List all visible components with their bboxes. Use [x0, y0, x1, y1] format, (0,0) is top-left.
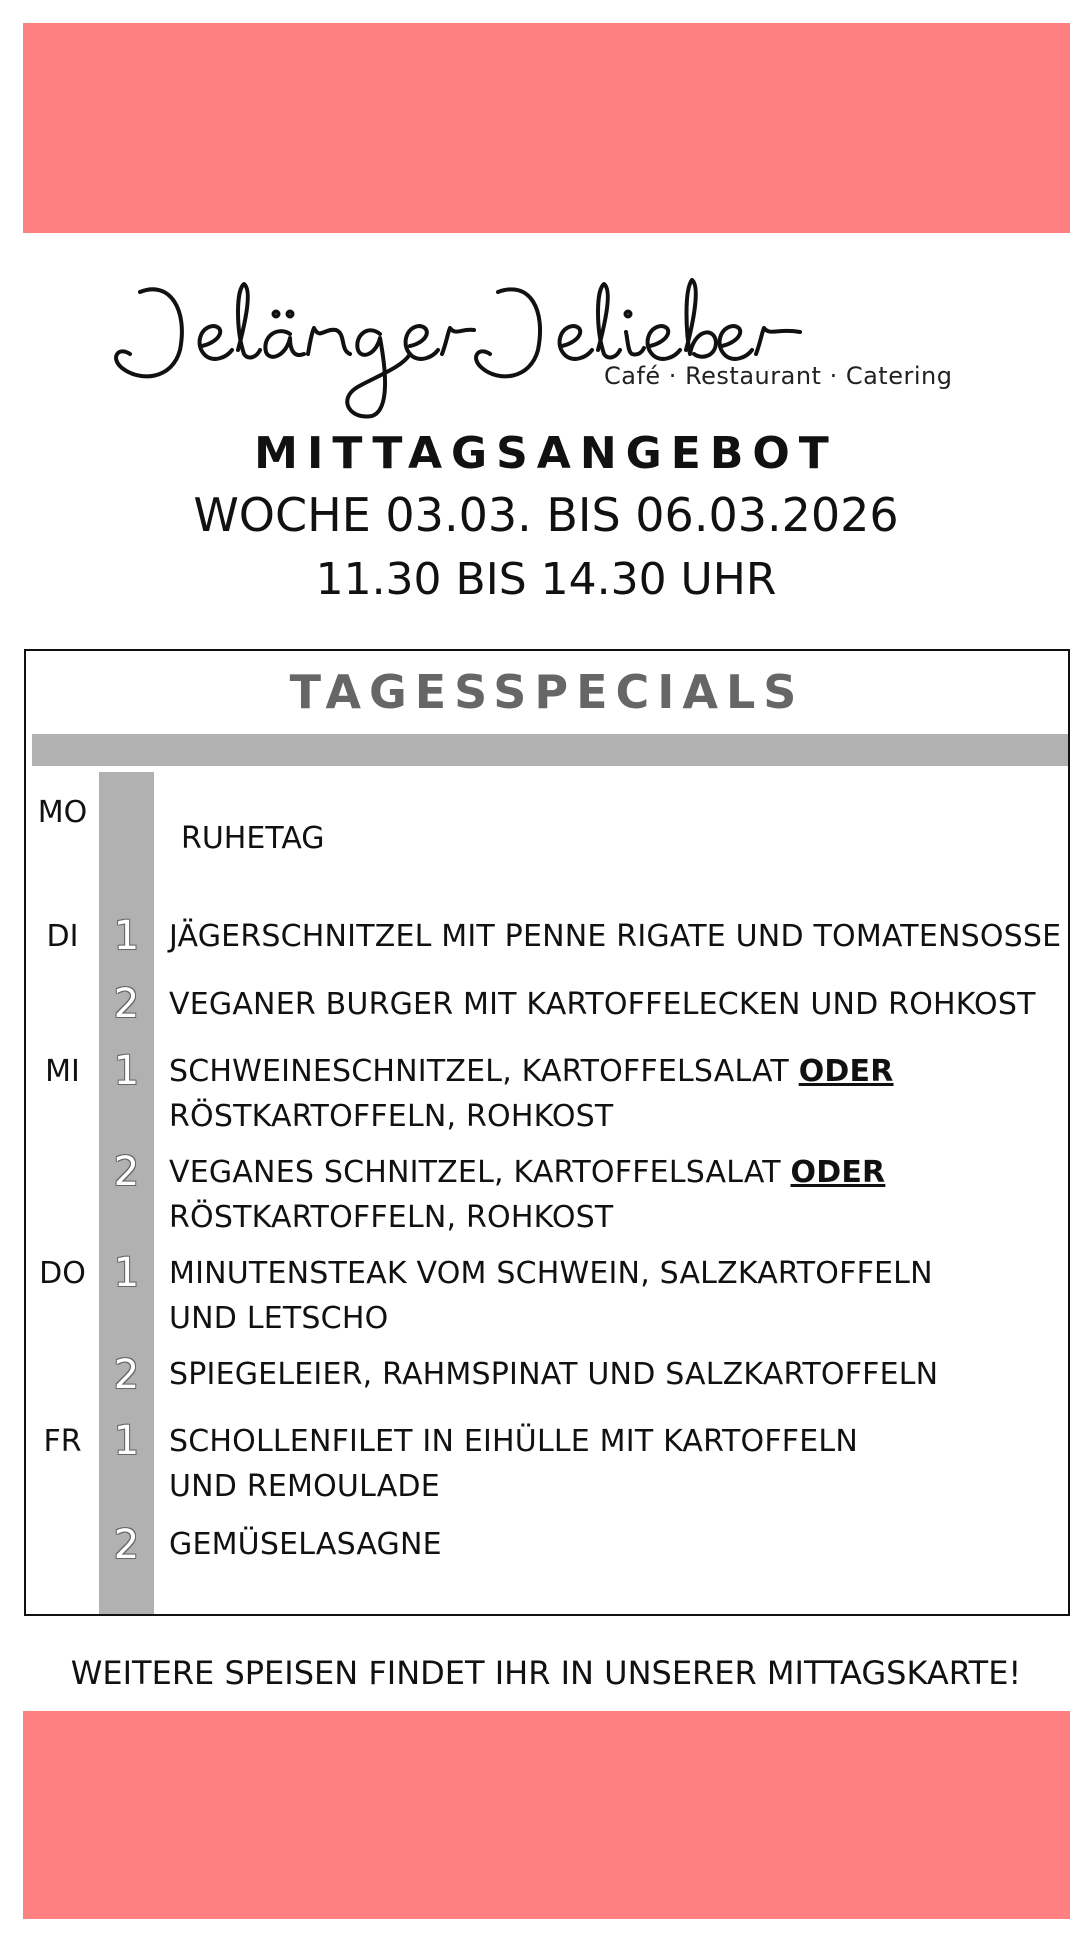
header-divider-bar — [32, 734, 1068, 766]
dish-item — [169, 1251, 933, 1341]
day-label-mi: MI — [45, 1054, 80, 1089]
dish-line: SPIEGELEIER, RAHMSPINAT UND SALZKARTOFFELN — [169, 1357, 939, 1392]
logo-script-icon — [110, 250, 970, 430]
dish-item — [169, 1522, 442, 1567]
logo-tagline: Café · Restaurant · Catering — [604, 362, 953, 390]
dish-line: UND LETSCHO — [169, 1301, 389, 1336]
serving-hours: 11.30 BIS 14.30 UHR — [315, 554, 777, 605]
dish-number: 2 — [113, 981, 140, 1027]
dish-item — [169, 914, 1061, 959]
dish-number: 1 — [113, 1048, 140, 1094]
dish-line: UND REMOULADE — [169, 1469, 440, 1504]
dish-line: VEGANER BURGER MIT KARTOFFELECKEN UND ROHKOST — [169, 987, 1036, 1022]
dish-item — [169, 982, 1036, 1027]
page-title: MITTAGSANGEBOT — [254, 428, 838, 479]
day-label-fr: FR — [43, 1424, 82, 1459]
specials-title: TAGESSPECIALS — [289, 665, 805, 719]
dish-number: 1 — [113, 913, 140, 959]
day-label-mo: MO — [37, 795, 88, 830]
footer-note: WEITERE SPEISEN FINDET IHR IN UNSERER MITTAGSKARTE! — [70, 1654, 1022, 1692]
dish-line: VEGANES SCHNITZEL, KARTOFFELSALAT — [169, 1155, 791, 1190]
dish-number: 1 — [113, 1250, 140, 1296]
dish-number: 2 — [113, 1149, 140, 1195]
top-color-band — [23, 23, 1070, 233]
oder-emphasis: ODER — [790, 1155, 886, 1190]
specials-table — [24, 649, 1070, 1616]
dish-line: RÖSTKARTOFFELN, ROHKOST — [169, 1200, 614, 1235]
dish-line: GEMÜSELASAGNE — [169, 1527, 442, 1562]
dish-line: SCHWEINESCHNITZEL, KARTOFFELSALAT — [169, 1054, 799, 1089]
oder-emphasis: ODER — [798, 1054, 894, 1089]
dish-line: MINUTENSTEAK VOM SCHWEIN, SALZKARTOFFELN — [169, 1256, 933, 1291]
restaurant-logo — [110, 250, 970, 430]
dish-number: 2 — [113, 1522, 140, 1568]
dish-number: 2 — [113, 1352, 140, 1398]
day-label-do: DO — [39, 1256, 86, 1291]
dish-line: RÖSTKARTOFFELN, ROHKOST — [169, 1099, 614, 1134]
dish-item — [169, 1049, 894, 1139]
bottom-color-band — [23, 1711, 1070, 1919]
rest-day-text: RUHETAG — [181, 821, 325, 856]
dish-number: 1 — [113, 1418, 140, 1464]
dish-line: SCHOLLENFILET IN EIHÜLLE MIT KARTOFFELN — [169, 1424, 858, 1459]
dish-item — [169, 1352, 938, 1397]
day-label-di: DI — [46, 919, 79, 954]
week-range: WOCHE 03.03. BIS 06.03.2026 — [193, 488, 899, 542]
dish-item — [169, 1419, 858, 1509]
dish-item — [169, 1150, 885, 1240]
dish-line: JÄGERSCHNITZEL MIT PENNE RIGATE UND TOMATENSOSSE — [169, 919, 1062, 954]
